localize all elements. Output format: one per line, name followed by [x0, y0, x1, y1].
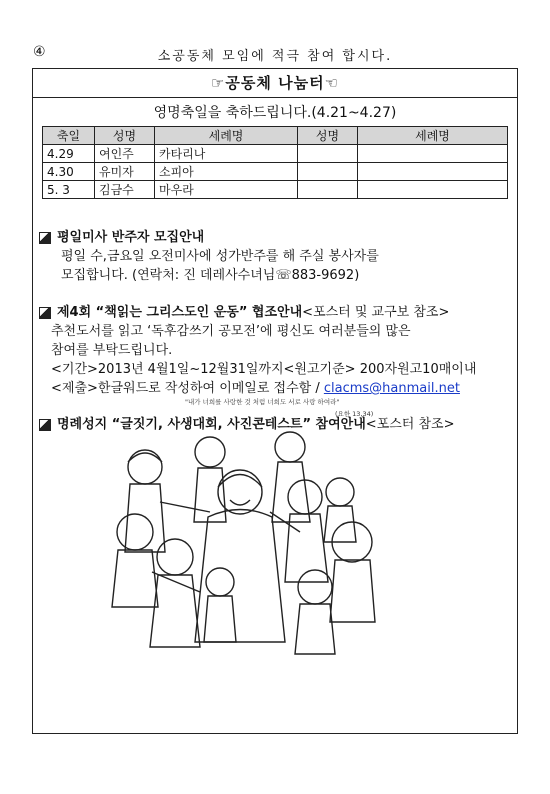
section-note: <포스터 및 교구보 참조>	[302, 305, 450, 320]
table-row	[43, 163, 508, 181]
header-slogan: 소공동체 모임에 적극 참여 합시다.	[157, 49, 393, 64]
congrats-heading: 영명축일을 축하드립니다.(4.21~4.27)	[153, 105, 397, 121]
bullet-box-icon	[39, 232, 51, 244]
table-cell: 카타리나	[155, 145, 298, 163]
col-header-baptismal-name-2: 세례명	[358, 127, 508, 145]
table-cell: 소피아	[155, 163, 298, 181]
table-cell: 4.30	[43, 163, 95, 181]
page-title: ☞공동체 나눔터☜	[33, 69, 517, 98]
section-text: <기간>2013년 4월1일~12월31일까지<원고기준> 200자원고10매이내	[51, 362, 477, 377]
section-text: 모집합니다. (연락처: 진 데레사수녀님☏883-9692)	[61, 268, 360, 283]
table-header-row	[43, 127, 508, 145]
table-cell: 마우라	[155, 181, 298, 199]
feast-day-table	[42, 126, 508, 199]
table-cell: 4.29	[43, 145, 95, 163]
col-header-baptismal-name: 세례명	[155, 127, 298, 145]
table-row	[43, 145, 508, 163]
table-cell: 여인주	[95, 145, 155, 163]
table-cell: 5. 3	[43, 181, 95, 199]
page-header	[0, 44, 550, 64]
table-cell	[358, 145, 508, 163]
col-header-name-2: 성명	[298, 127, 358, 145]
col-header-feast-day: 축일	[43, 127, 95, 145]
table-cell: 유미자	[95, 163, 155, 181]
section-text: 추천도서를 읽고 ‘독후감쓰기 공모전’에 평신도 여러분들의 많은	[51, 324, 411, 339]
illustration-reference: (요한 13,34)	[335, 410, 374, 418]
bullet-box-icon	[39, 419, 51, 431]
section-text: 평일 수,금요일 오전미사에 성가반주를 해 주실 봉사자를	[61, 249, 379, 264]
col-header-name: 성명	[95, 127, 155, 145]
illustration-drawing	[90, 392, 390, 662]
page-number: ④	[33, 44, 46, 60]
illustration-quote: "내가 너희를 사랑한 것 처럼 너희도 서로 사랑 하여라"	[185, 398, 340, 406]
email-link[interactable]: clacms@hanmail.net	[323, 381, 460, 396]
submit-text: <제출>한글워드로 작성하여 이메일로 접수함 /	[51, 381, 324, 396]
table-cell	[298, 163, 358, 181]
table-row	[43, 181, 508, 199]
section-reading-campaign	[39, 303, 513, 398]
section-note: <포스터 참조>	[365, 417, 455, 432]
section-organist-recruit	[39, 228, 513, 285]
section-title: 제4회 “책읽는 그리스도인 운동” 협조안내	[57, 305, 303, 320]
table-cell: 김금수	[95, 181, 155, 199]
section-text: 참여를 부탁드립니다.	[51, 343, 173, 358]
section-title: 평일미사 반주자 모집안내	[57, 230, 205, 245]
table-cell	[298, 145, 358, 163]
table-cell	[298, 181, 358, 199]
children-figures	[112, 432, 375, 654]
bullet-box-icon	[39, 307, 51, 319]
jesus-with-children-illustration	[90, 392, 390, 662]
table-cell	[358, 163, 508, 181]
table-cell	[358, 181, 508, 199]
section-title: 명례성지 “글짓기, 사생대회, 사진콘테스트” 참여안내	[57, 417, 366, 432]
